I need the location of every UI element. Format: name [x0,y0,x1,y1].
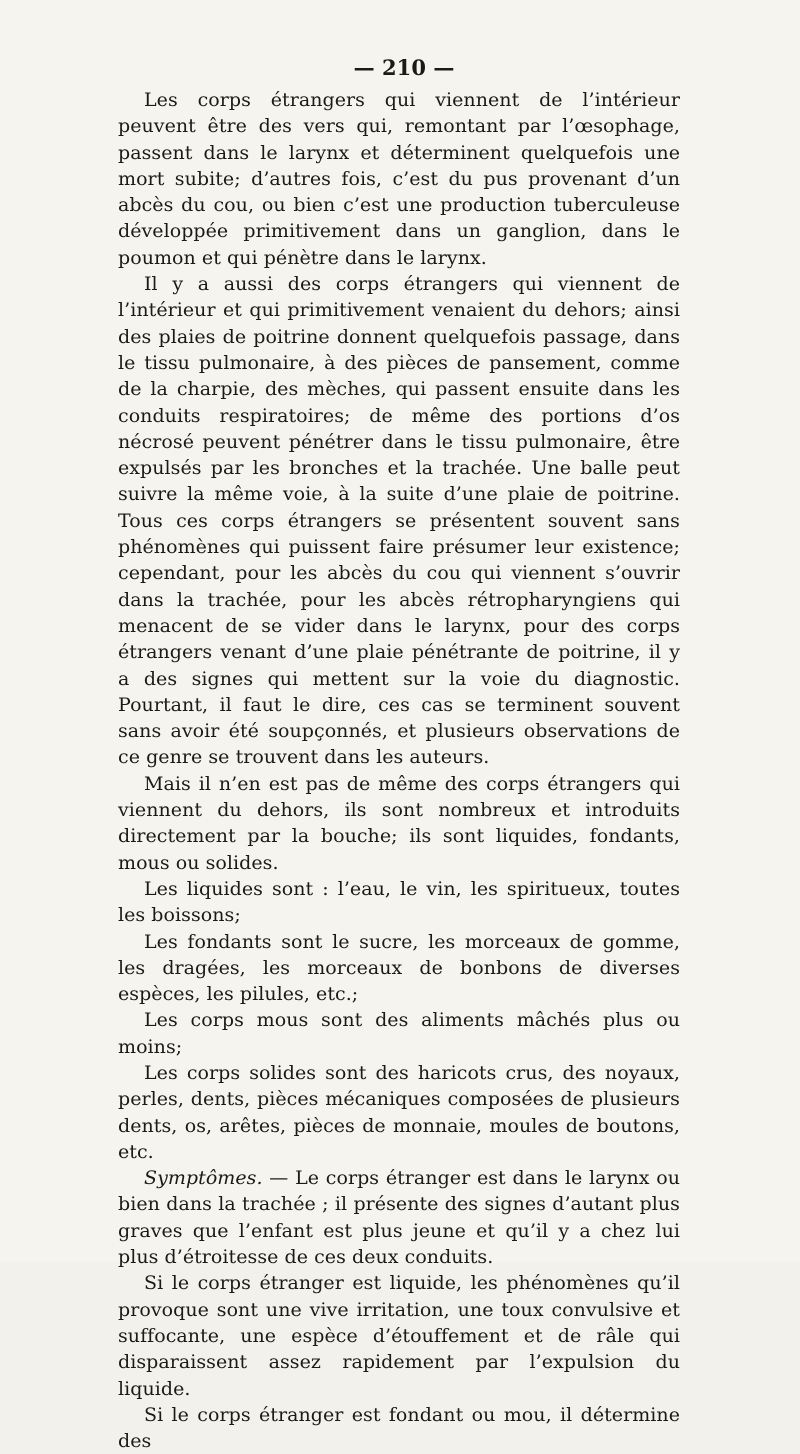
paragraph-external-foreign-bodies: Mais il n’en est pas de même des corps étrangers qui viennent du dehors, ils sont nombreux et introduits directement par la bouche; ils sont liquides, fondants, mous ou solides. [118,772,680,874]
paragraph-soft-bodies: Les corps mous sont des aliments mâchés plus ou moins; [118,1009,680,1058]
paragraph-melting-bodies: Les fondants sont le sucre, les morceaux de gomme, les dragées, les morceaux de bonbons de diverses espèces, les pilules, etc.; [118,930,680,1006]
paragraph-symptoms: Symptômes. — Le corps étranger est dans le larynx ou bien dans la trachée ; il présente des signes d’autant plus graves que l’enfant est plus jeune et qu’il y a chez lui plus d’étroitesse de ces deux conduits. [118,1167,680,1269]
paragraph-internal-foreign-bodies: Les corps étrangers qui viennent de l’intérieur peuvent être des vers qui, remontant par l’œsophage, passent dans le larynx et déterminent quelquefois une mort subite; d’autres fois, c’est du pus provenant d’un abcès du cou, ou bien c’est une production tuberculeuse développée primitivement dans un ganglion, dans le poumon et qui pénètre dans le larynx. [118,89,680,269]
page-number: — 210 — [353,55,455,80]
paragraph-liquids: Les liquides sont : l’eau, le vin, les spiritueux, toutes les boissons; [118,877,680,927]
paragraph-wounds-and-passage: Il y a aussi des corps étrangers qui viennent de l’intérieur et qui primitivement venaient du dehors; ainsi des plaies de poitrine donnent quelquefois passage, dans le tissu pulmonaire, à des pièces de pansement, comme de la charpie, des mèches, qui passent ensuite dans les conduits respiratoires; de même des portions d’os nécrosé peuvent pénétrer dans le tissu pulmonaire, être expulsés par les bronches et la trachée. Une balle peut suivre la même voie, à la suite d’une plaie de poitrine. Tous ces corps étrangers se présentent souvent sans phénomènes qui puissent faire présumer leur existence; cependant, pour les abcès du cou qui viennent s’ouvrir dans la trachée, pour les abcès rétropharyngiens qui menacent de se vider dans le larynx, pour des corps étrangers venant d’une plaie pénétrante de poitrine, il y a des signes qui mettent sur la voie du diagnostic. Pourtant, il faut le dire, ces cas se terminent souvent sans avoir été soupçonnés, et plusieurs observations de ce genre se trouvent dans les auteurs. [118,273,680,769]
paragraph-solid-bodies: Les corps solides sont des haricots crus, des noyaux, perles, dents, pièces mécaniques composées de plusieurs dents, os, arêtes, pièces de monnaie, moules de boutons, etc. [118,1061,680,1163]
page-text [118,54,680,1454]
paragraph-liquid-symptoms: Si le corps étranger est liquide, les phénomènes qu’il provoque sont une vive irritation, une toux convulsive et suffocante, une espèce d’étouffement et de râle qui disparaissent assez rapidement par l’expulsion du liquide. [118,1272,680,1400]
paragraph-melting-soft-symptoms: Si le corps étranger est fondant ou mou, il détermine des [118,1403,680,1453]
symptoms-heading: Symptômes. [144,1167,263,1190]
